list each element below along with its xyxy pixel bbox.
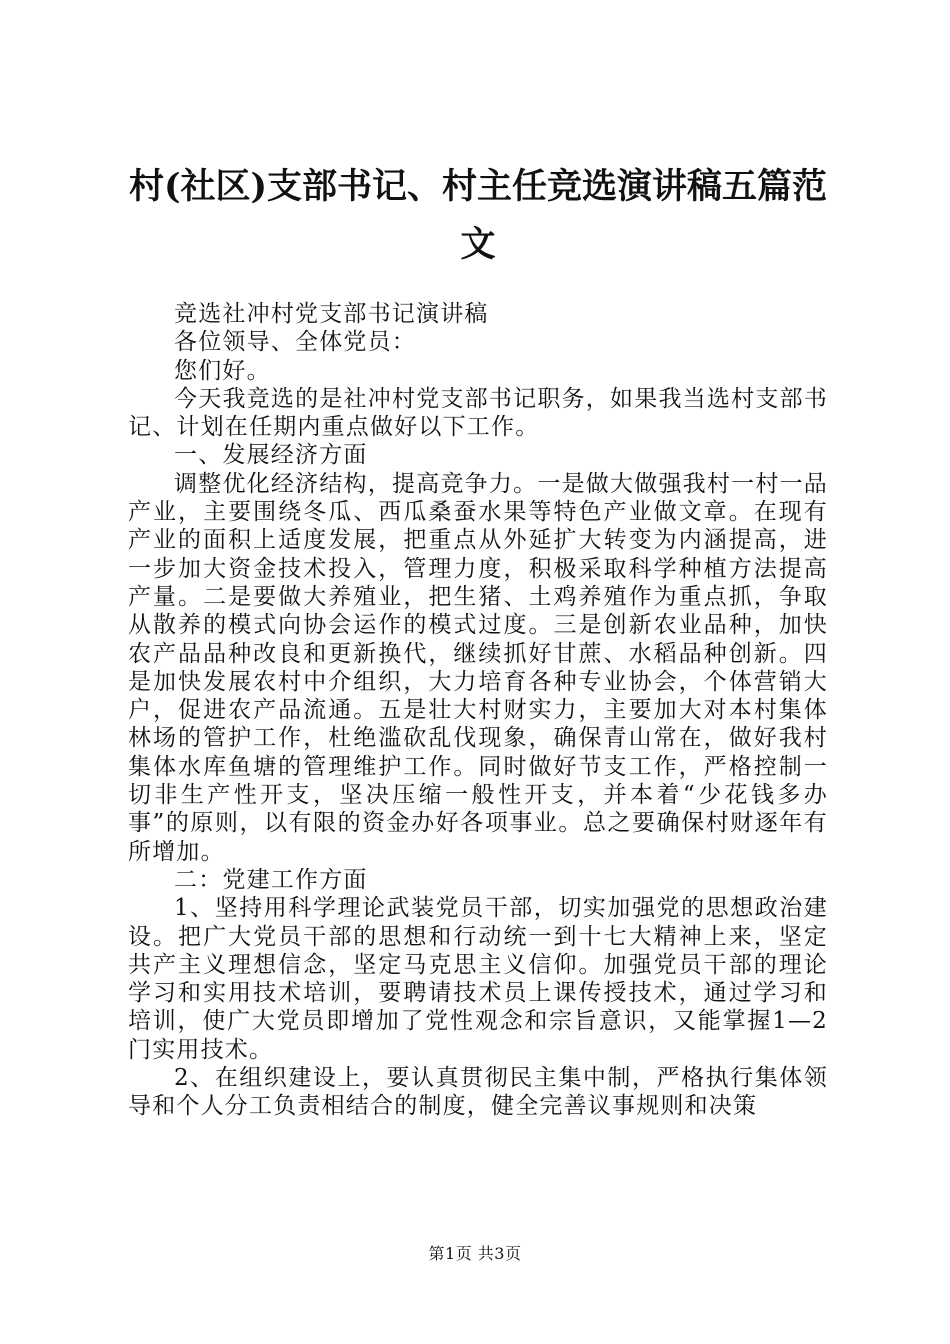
- paragraph-party-building-1: 1、坚持用科学理论武装党员干部，切实加强党的思想政治建设。把广大党员干部的思想和行动统一到十七大精神上来，坚定共产主义理想信念，坚定马克思主义信仰。加强党员干部的理论学习和实用技术培训，要聘请技术员上课传授技术，通过学习和培训，使广大党员即增加了党性观念和宗旨意识，又能掌握1—2门实用技术。: [128, 895, 828, 1063]
- paragraph-economy: 调整优化经济结构，提高竞争力。一是做大做强我村一村一品产业，主要围绕冬瓜、西瓜桑蚕水果等特色产业做文章。在现有产业的面积上适度发展，把重点从外延扩大转变为内涵提高，进一步加大资金技术投入，管理力度，积极采取科学种植方法提高产量。二是要做大养殖业，把生猪、土鸡养殖作为重点抓，争取从散养的模式向协会运作的模式过度。三是创新农业品种，加快农产品品种改良和更新换代，继续抓好甘蔗、水稻品种创新。四是加快发展农村中介组织，大力培育各种专业协会，个体营销大户，促进农产品流通。五是壮大村财实力，主要加大对本村集体林场的管护工作，杜绝滥砍乱伐现象，确保青山常在，做好我村集体水库鱼塘的管理维护工作。同时做好节支工作，严格控制一切非生产性开支，坚决压缩一般性开支，并本着“少花钱多办事”的原则，以有限的资金办好各项事业。总之要确保村财逐年有所增加。: [128, 470, 828, 865]
- paragraph-speech-heading: 竞选社冲村党支部书记演讲稿: [174, 301, 489, 327]
- section-heading-economy: 一、发展经济方面: [174, 442, 368, 469]
- paragraph-intro: 今天我竞选的是社冲村党支部书记职务，如果我当选村支部书记、计划在任期内重点做好以下工作。: [128, 385, 828, 441]
- document-body: [128, 300, 828, 1121]
- paragraph-party-building-2: 2、在组织建设上，要认真贯彻民主集中制，严格执行集体领导和个人分工负责相结合的制度，健全完善议事规则和决策: [128, 1065, 828, 1120]
- paragraph-greeting: 您们好。: [174, 357, 271, 384]
- paragraph-salutation: 各位领导、全体党员：: [174, 329, 416, 356]
- document-title: 村(社区)支部书记、村主任竞选演讲稿五篇范文: [128, 166, 828, 265]
- page-indicator: 第1页 共3页: [428, 1244, 522, 1263]
- section-heading-party-building: 二：党建工作方面: [174, 866, 368, 893]
